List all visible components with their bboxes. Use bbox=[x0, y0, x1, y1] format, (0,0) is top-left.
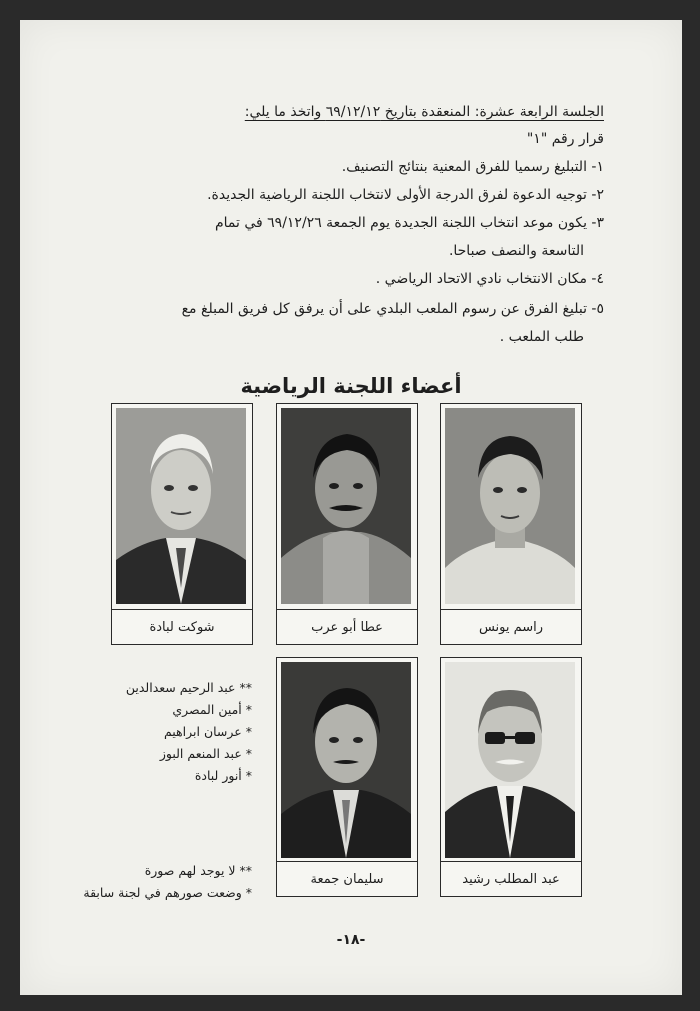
member-card bbox=[440, 657, 582, 897]
footnotes bbox=[83, 860, 252, 904]
members-without-photo-list bbox=[126, 677, 252, 787]
decision-item-1: ١- التبليغ رسميا للفرق المعنية بنتائج التصنيف. bbox=[341, 159, 604, 175]
decision-label: قرار رقم "١" bbox=[526, 131, 604, 147]
member-card bbox=[111, 403, 253, 645]
member-name: عبد المطلب رشيد bbox=[441, 861, 581, 896]
page-number: -١٨- bbox=[336, 932, 366, 948]
member-photo bbox=[445, 408, 575, 604]
list-item: * عبد المنعم البوز bbox=[159, 746, 252, 761]
member-name: راسم يونس bbox=[441, 609, 581, 644]
committee-members-title: أعضاء اللجنة الرياضية bbox=[240, 374, 462, 398]
decision-item-2: ٢- توجيه الدعوة لفرق الدرجة الأولى لانتخاب اللجنة الرياضية الجديدة. bbox=[207, 187, 604, 203]
member-card bbox=[440, 403, 582, 645]
document-page bbox=[20, 20, 682, 995]
decision-item-3: ٣- يكون موعد انتخاب اللجنة الجديدة يوم الجمعة ٦٩/١٢/٢٦ في تمام bbox=[214, 215, 604, 231]
footnote: ** لا يوجد لهم صورة bbox=[144, 863, 252, 878]
decision-item-3-continued: التاسعة والنصف صباحا. bbox=[448, 243, 584, 259]
member-name: عطا أبو عرب bbox=[277, 609, 417, 644]
member-card bbox=[276, 657, 418, 897]
member-photo bbox=[116, 408, 246, 604]
member-name: شوكت لبادة bbox=[112, 609, 252, 644]
footnote: * وضعت صورهم في لجنة سابقة bbox=[83, 885, 252, 900]
member-name: سليمان جمعة bbox=[277, 861, 417, 896]
list-item: * عرسان ابراهيم bbox=[163, 724, 252, 739]
member-photo bbox=[281, 408, 411, 604]
member-photo bbox=[445, 662, 575, 858]
decision-item-5-continued: طلب الملعب . bbox=[499, 329, 584, 345]
session-heading: الجلسة الرابعة عشرة: المنعقدة بتاريخ ٦٩/١٢/١٢ واتخذ ما يلي: bbox=[244, 104, 604, 120]
list-item: ** عبد الرحيم سعدالدين bbox=[125, 680, 252, 695]
member-card bbox=[276, 403, 418, 645]
list-item: * أمين المصري bbox=[172, 702, 252, 717]
decision-item-5: ٥- تبليغ الفرق عن رسوم الملعب البلدي على أن يرفق كل فريق المبلغ مع bbox=[181, 301, 604, 317]
decision-item-4: ٤- مكان الانتخاب نادي الاتحاد الرياضي . bbox=[375, 271, 604, 287]
list-item: * أنور لبادة bbox=[194, 768, 252, 783]
member-photo bbox=[281, 662, 411, 858]
